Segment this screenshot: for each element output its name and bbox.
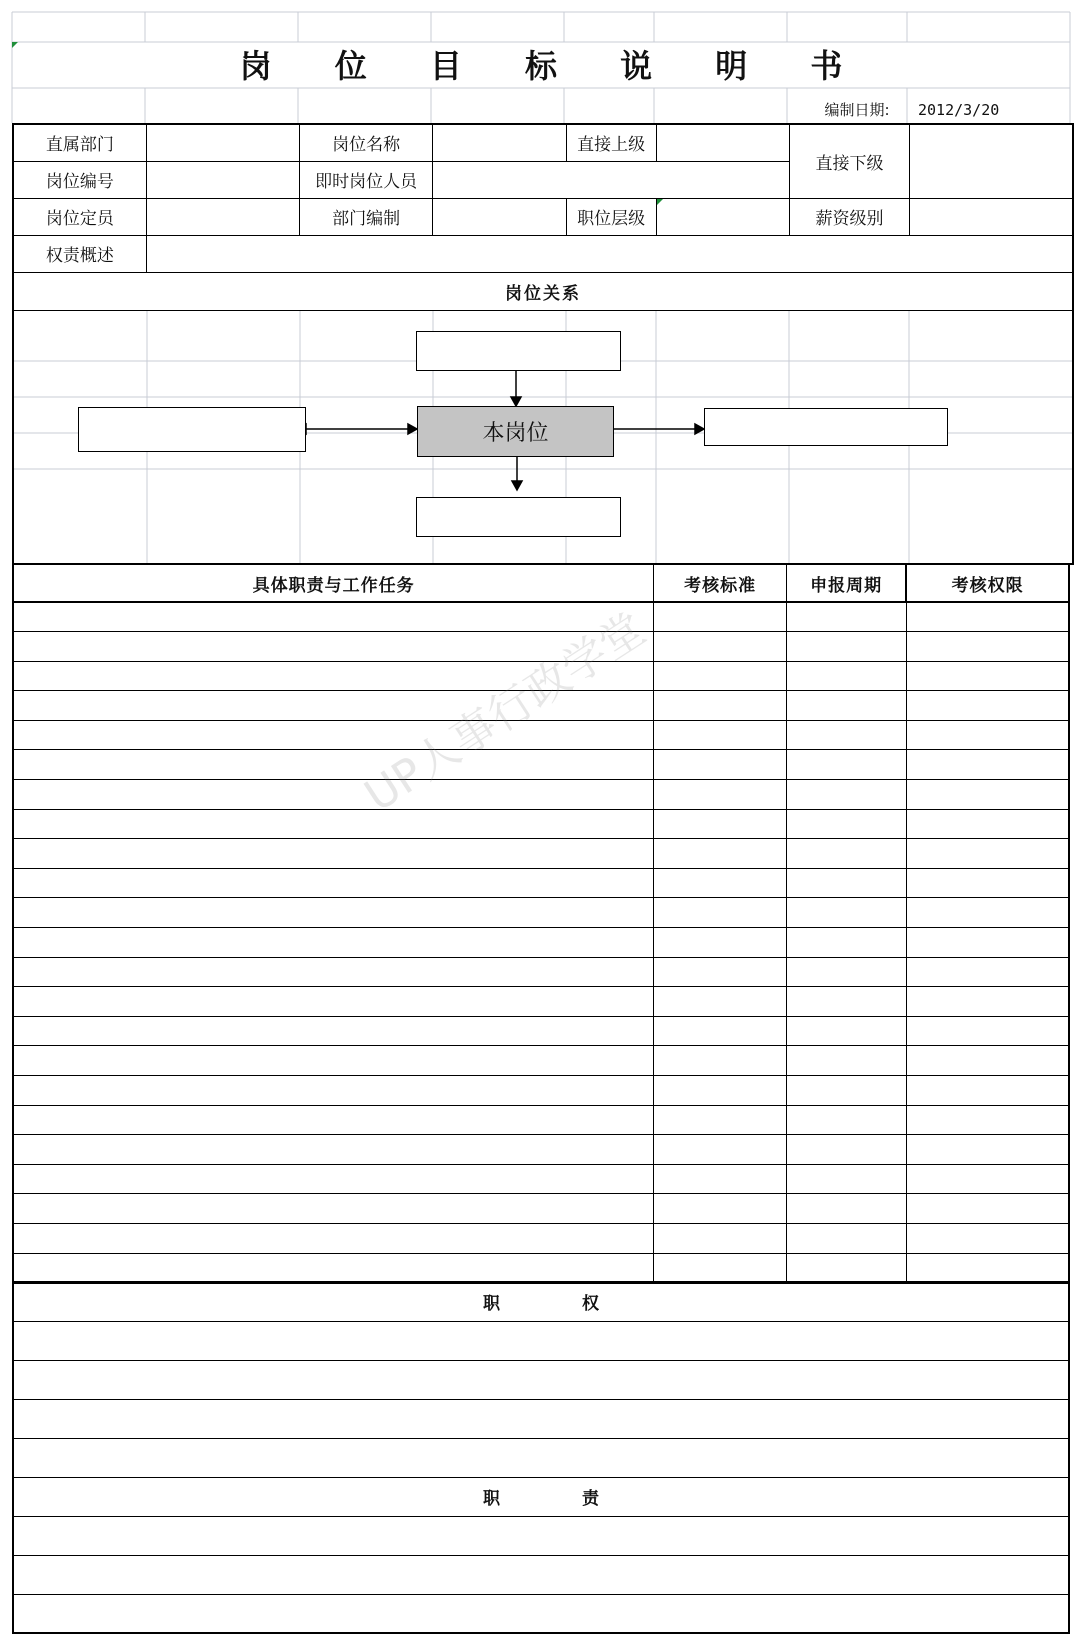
direct-subordinate-label: 直接下级 (789, 124, 909, 198)
task-duty-cell[interactable] (13, 602, 654, 632)
task-period-cell[interactable] (786, 750, 906, 780)
task-authority-cell[interactable] (906, 1046, 1069, 1076)
dept-label: 直属部门 (13, 124, 146, 161)
task-duty-cell[interactable] (13, 1223, 654, 1253)
task-criteria-cell[interactable] (654, 957, 787, 987)
task-period-cell[interactable] (786, 928, 906, 958)
task-duty-cell[interactable] (13, 1194, 654, 1224)
date-value[interactable]: 2012/3/20 (918, 101, 1000, 119)
authority-section-title: 职 权 (13, 1282, 1069, 1321)
task-period-cell[interactable] (786, 780, 906, 810)
dept-staffing-value[interactable] (433, 198, 566, 235)
task-duty-cell[interactable] (13, 1105, 654, 1135)
table-row (13, 1194, 1069, 1224)
authority-duty-table (12, 1281, 1070, 1634)
task-authority-cell[interactable] (906, 898, 1069, 928)
task-authority-cell[interactable] (906, 691, 1069, 721)
task-criteria-cell[interactable] (654, 720, 787, 750)
table-row (13, 780, 1069, 810)
dept-value[interactable] (146, 124, 299, 161)
current-holder-value[interactable] (433, 161, 790, 198)
task-duty-cell[interactable] (13, 898, 654, 928)
task-period-cell[interactable] (786, 1194, 906, 1224)
task-criteria-cell[interactable] (654, 1194, 787, 1224)
task-authority-cell[interactable] (906, 661, 1069, 691)
position-no-label: 岗位编号 (13, 161, 146, 198)
task-duty-cell[interactable] (13, 1164, 654, 1194)
task-duty-cell[interactable] (13, 928, 654, 958)
task-duty-cell[interactable] (13, 1046, 654, 1076)
task-criteria-cell[interactable] (654, 1223, 787, 1253)
task-criteria-cell[interactable] (654, 928, 787, 958)
task-criteria-cell[interactable] (654, 1016, 787, 1046)
superior-box[interactable] (416, 331, 621, 371)
task-duty-cell[interactable] (13, 750, 654, 780)
task-period-cell[interactable] (786, 720, 906, 750)
task-criteria-cell[interactable] (654, 1164, 787, 1194)
task-period-cell[interactable] (786, 632, 906, 662)
position-name-value[interactable] (433, 124, 566, 161)
task-criteria-cell[interactable] (654, 809, 787, 839)
task-criteria-cell[interactable] (654, 1253, 787, 1283)
table-row (13, 750, 1069, 780)
task-criteria-cell[interactable] (654, 632, 787, 662)
duty-row[interactable] (13, 1594, 1069, 1633)
position-no-value[interactable] (146, 161, 299, 198)
responsibility-summary-label: 权责概述 (13, 235, 146, 272)
task-duty-cell[interactable] (13, 1253, 654, 1283)
job-level-value[interactable] (656, 198, 789, 235)
task-period-cell[interactable] (786, 1046, 906, 1076)
task-authority-cell[interactable] (906, 750, 1069, 780)
table-row (13, 720, 1069, 750)
task-authority-cell[interactable] (906, 1076, 1069, 1106)
direct-superior-value[interactable] (656, 124, 789, 161)
dept-staffing-label: 部门编制 (300, 198, 433, 235)
task-duty-cell[interactable] (13, 868, 654, 898)
task-authority-cell[interactable] (906, 632, 1069, 662)
task-authority-cell[interactable] (906, 928, 1069, 958)
task-authority-cell[interactable] (906, 987, 1069, 1017)
task-duty-cell[interactable] (13, 1135, 654, 1165)
task-duty-cell[interactable] (13, 661, 654, 691)
subordinate-box[interactable] (416, 497, 621, 537)
task-duty-cell[interactable] (13, 1076, 654, 1106)
left-relation-box[interactable] (78, 407, 306, 452)
job-level-label: 职位层级 (566, 198, 656, 235)
table-row (13, 839, 1069, 869)
task-period-cell[interactable] (786, 1076, 906, 1106)
task-period-cell[interactable] (786, 868, 906, 898)
task-period-cell[interactable] (786, 957, 906, 987)
tasks-body (13, 602, 1069, 1283)
task-authority-cell[interactable] (906, 1016, 1069, 1046)
arrowhead-down (512, 481, 522, 490)
direct-subordinate-value[interactable] (910, 124, 1073, 198)
task-period-cell[interactable] (786, 691, 906, 721)
task-criteria-cell[interactable] (654, 898, 787, 928)
relations-diagram (14, 311, 1072, 563)
watermark-text: UP人事行政学堂 (355, 603, 655, 822)
task-authority-cell[interactable] (906, 1135, 1069, 1165)
task-duty-cell[interactable] (13, 957, 654, 987)
direct-superior-label: 直接上级 (566, 124, 656, 161)
table-row (13, 1076, 1069, 1106)
tasks-header-authority: 考核权限 (906, 564, 1069, 602)
table-row (13, 1135, 1069, 1165)
table-row (13, 632, 1069, 662)
task-criteria-cell[interactable] (654, 602, 787, 632)
table-row (13, 1016, 1069, 1046)
headcount-label: 岗位定员 (13, 198, 146, 235)
task-criteria-cell[interactable] (654, 1135, 787, 1165)
task-period-cell[interactable] (786, 1135, 906, 1165)
task-duty-cell[interactable] (13, 839, 654, 869)
table-row (13, 987, 1069, 1017)
duty-section-title: 职 责 (13, 1477, 1069, 1516)
salary-grade-label: 薪资级别 (789, 198, 909, 235)
task-criteria-cell[interactable] (654, 780, 787, 810)
table-row (13, 868, 1069, 898)
task-authority-cell[interactable] (906, 1194, 1069, 1224)
task-criteria-cell[interactable] (654, 750, 787, 780)
task-period-cell[interactable] (786, 809, 906, 839)
task-authority-cell[interactable] (906, 780, 1069, 810)
task-authority-cell[interactable] (906, 602, 1069, 632)
table-row (13, 957, 1069, 987)
task-criteria-cell[interactable] (654, 987, 787, 1017)
duty-row[interactable] (13, 1555, 1069, 1594)
authority-row[interactable] (13, 1399, 1069, 1438)
relations-section-title: 岗位关系 (13, 272, 1073, 310)
task-period-cell[interactable] (786, 839, 906, 869)
task-period-cell[interactable] (786, 1164, 906, 1194)
task-duty-cell[interactable] (13, 720, 654, 750)
tasks-header-duties: 具体职责与工作任务 (13, 564, 654, 602)
task-criteria-cell[interactable] (654, 868, 787, 898)
authority-row[interactable] (13, 1321, 1069, 1360)
current-holder-label: 即时岗位人员 (300, 161, 433, 198)
task-criteria-cell[interactable] (654, 1076, 787, 1106)
table-row (13, 1105, 1069, 1135)
task-authority-cell[interactable] (906, 809, 1069, 839)
task-period-cell[interactable] (786, 1253, 906, 1283)
task-duty-cell[interactable] (13, 780, 654, 810)
arrowhead-down (511, 397, 521, 406)
current-position-label: 本岗位 (482, 420, 549, 446)
cell-marker (657, 199, 663, 205)
table-row (13, 602, 1069, 632)
authority-row[interactable] (13, 1360, 1069, 1399)
task-authority-cell[interactable] (906, 1253, 1069, 1283)
responsibility-summary-value[interactable] (146, 235, 1073, 272)
table-row (13, 1164, 1069, 1194)
task-authority-cell[interactable] (906, 720, 1069, 750)
task-criteria-cell[interactable] (654, 1105, 787, 1135)
task-authority-cell[interactable] (906, 1223, 1069, 1253)
task-duty-cell[interactable] (13, 1016, 654, 1046)
basic-info-table (12, 123, 1074, 565)
task-criteria-cell[interactable] (654, 661, 787, 691)
authority-row[interactable] (13, 1438, 1069, 1477)
table-row (13, 928, 1069, 958)
salary-grade-value[interactable] (910, 198, 1073, 235)
task-duty-cell[interactable] (13, 632, 654, 662)
task-criteria-cell[interactable] (654, 691, 787, 721)
task-authority-cell[interactable] (906, 1164, 1069, 1194)
task-period-cell[interactable] (786, 987, 906, 1017)
current-position-box[interactable] (417, 406, 614, 457)
tasks-table (12, 563, 1070, 1284)
tasks-header-criteria: 考核标准 (654, 564, 787, 602)
task-criteria-cell[interactable] (654, 839, 787, 869)
task-authority-cell[interactable] (906, 957, 1069, 987)
table-row (13, 1223, 1069, 1253)
table-row (13, 691, 1069, 721)
position-name-label: 岗位名称 (300, 124, 433, 161)
task-authority-cell[interactable] (906, 839, 1069, 869)
task-period-cell[interactable] (786, 1016, 906, 1046)
page-title: 岗 位 目 标 说 明 书 (239, 47, 869, 85)
task-period-cell[interactable] (786, 1223, 906, 1253)
task-period-cell[interactable] (786, 1105, 906, 1135)
date-label: 编制日期: (824, 101, 890, 119)
table-row (13, 1253, 1069, 1283)
table-row (13, 898, 1069, 928)
headcount-value[interactable] (146, 198, 299, 235)
task-duty-cell[interactable] (13, 809, 654, 839)
task-period-cell[interactable] (786, 898, 906, 928)
relations-diagram-cell (13, 310, 1073, 564)
task-duty-cell[interactable] (13, 987, 654, 1017)
task-authority-cell[interactable] (906, 1105, 1069, 1135)
task-period-cell[interactable] (786, 661, 906, 691)
tasks-header-period: 申报周期 (786, 564, 906, 602)
table-row (13, 1046, 1069, 1076)
duty-row[interactable] (13, 1516, 1069, 1555)
task-authority-cell[interactable] (906, 868, 1069, 898)
table-row (13, 661, 1069, 691)
table-row (13, 809, 1069, 839)
task-period-cell[interactable] (786, 602, 906, 632)
task-duty-cell[interactable] (13, 691, 654, 721)
right-relation-box[interactable] (704, 408, 948, 446)
task-criteria-cell[interactable] (654, 1046, 787, 1076)
